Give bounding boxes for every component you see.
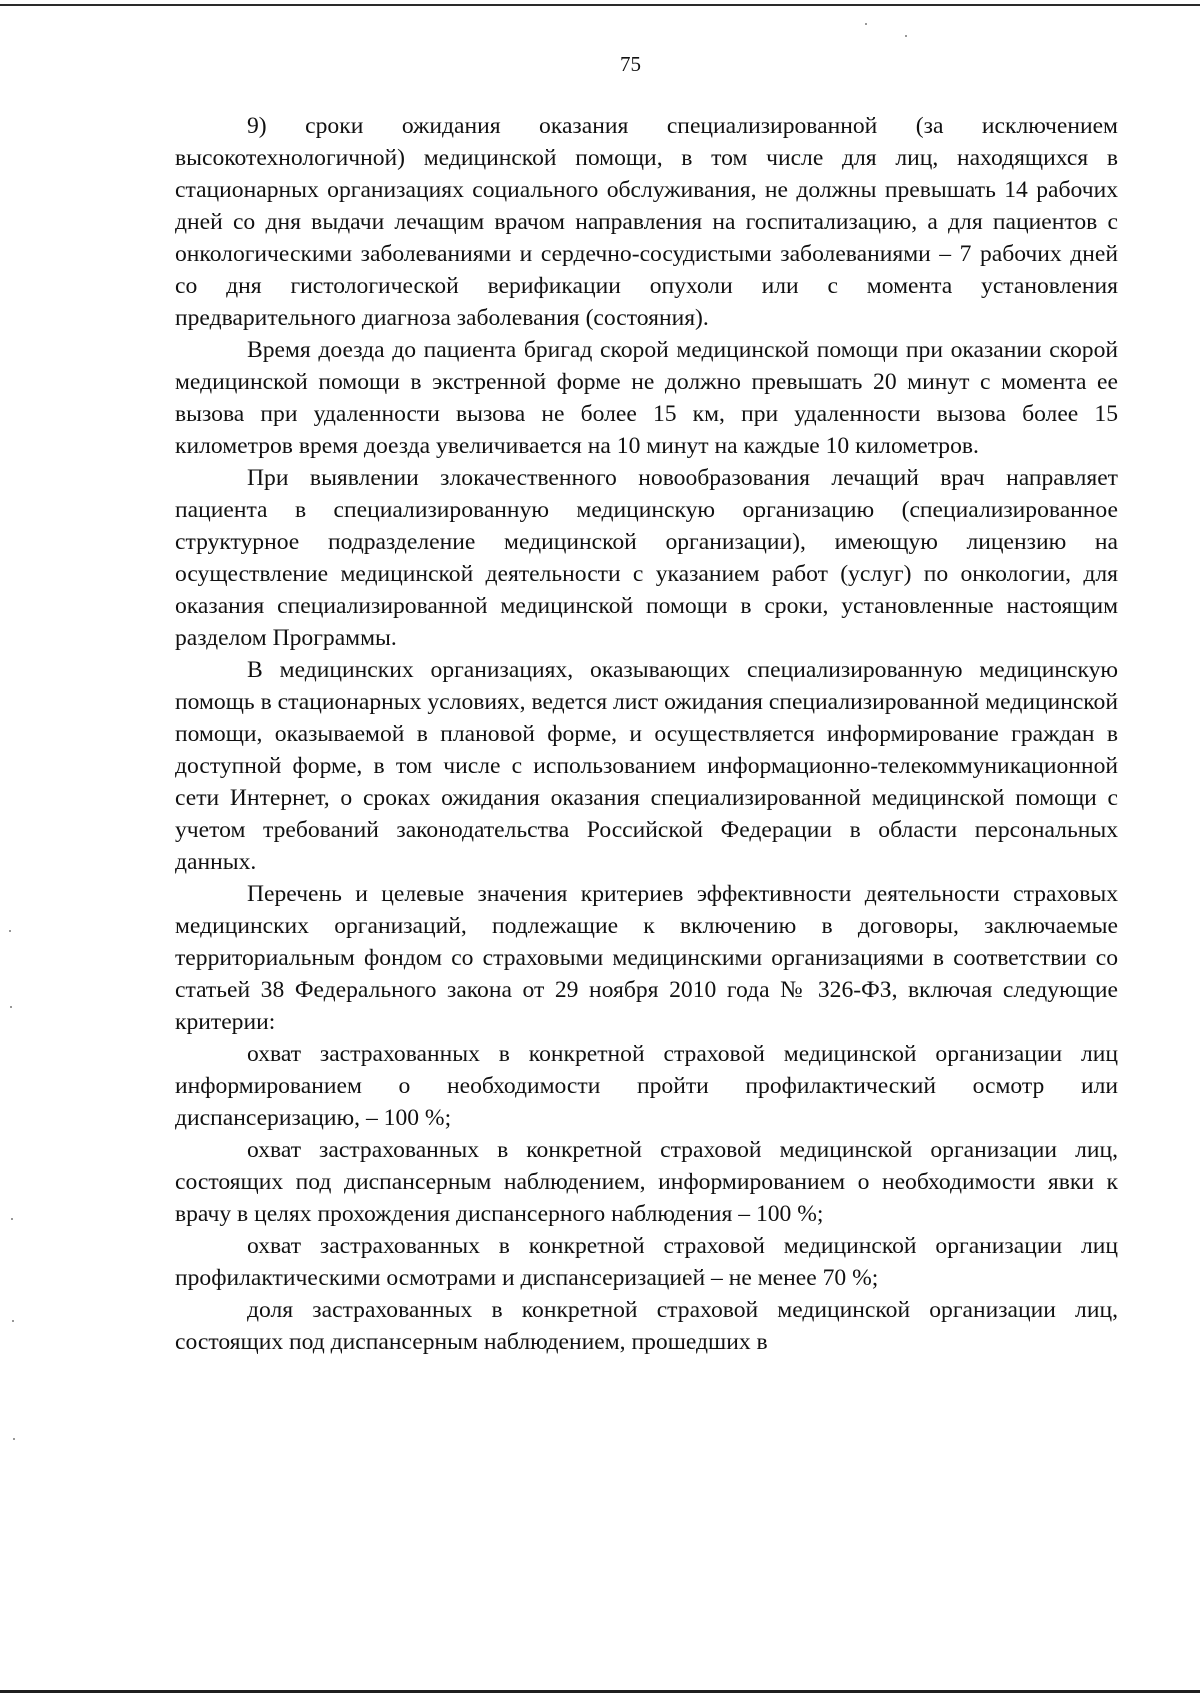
paragraph-waiting-times: 9) сроки ожидания оказания специализированной (за исключением высокотехнологичной) медицинской помощи, в том числе для лиц, находящихся в стационарных организациях социального обслуживания, не должны превышать 14 рабочих дней со дня выдачи лечащим врачом направления на госпитализацию, а для пациентов с онкологическими заболеваниями и сердечно-сосудистыми заболеваниями – 7 рабочих дней со дня гистологической верификации опухоли или с момента установления предварительного диагноза заболевания (состояния).	[175, 113, 1118, 331]
scan-speck	[865, 23, 867, 25]
scan-speck	[13, 1438, 15, 1440]
paragraph-criteria-intro: Перечень и целевые значения критериев эффективности деятельности страховых медицинских организаций, подлежащие к включению в договоры, заключаемые территориальным фондом со страховыми медицинскими организациями в соответствии со статьей 38 Федерального закона от 29 ноября 2010 года № 326-ФЗ, включая следующие критерии:	[175, 881, 1118, 1035]
paragraph-criterion-4: доля застрахованных в конкретной страховой медицинской организации лиц, состоящих под диспансерным наблюдением, прошедших в	[175, 1297, 1118, 1355]
scan-speck	[905, 35, 907, 37]
scan-speck	[12, 1320, 14, 1322]
scan-top-edge	[0, 4, 1200, 6]
paragraph-criterion-1: охват застрахованных в конкретной страховой медицинской организации лиц информированием о необходимости пройти профилактический осмотр или диспансеризацию, – 100 %;	[175, 1041, 1118, 1131]
paragraph-criterion-2: охват застрахованных в конкретной страховой медицинской организации лиц, состоящих под диспансерным наблюдением, информированием о необходимости явки к врачу в целях прохождения диспансерного наблюдения – 100 %;	[175, 1137, 1118, 1227]
paragraph-criterion-3: охват застрахованных в конкретной страховой медицинской организации лиц профилактическими осмотрами и диспансеризацией – не менее 70 %;	[175, 1233, 1118, 1291]
page-number: 75	[620, 52, 641, 76]
scan-speck	[11, 1218, 13, 1220]
paragraph-oncology-referral: При выявлении злокачественного новообразования лечащий врач направляет пациента в специализированную медицинскую организацию (специализированное структурное подразделение медицинской организации), имеющую лицензию на осуществление медицинской деятельности с указанием работ (услуг) по онкологии, для оказания специализированной медицинской помощи в сроки, установленные настоящим разделом Программы.	[175, 465, 1118, 651]
paragraph-waiting-list: В медицинских организациях, оказывающих специализированную медицинскую помощь в стационарных условиях, ведется лист ожидания специализированной медицинской помощи, оказываемой в плановой форме, и осуществляется информирование граждан в доступной форме, в том числе с использованием информационно-телекоммуникационной сети Интернет, о сроках ожидания оказания специализированной медицинской помощи с учетом требований законодательства Российской Федерации в области персональных данных.	[175, 657, 1118, 875]
scan-speck	[10, 1006, 12, 1008]
paragraph-ambulance-arrival: Время доезда до пациента бригад скорой медицинской помощи при оказании скорой медицинской помощи в экстренной форме не должно превышать 20 минут с момента ее вызова при удаленности вызова не более 15 км, при удаленности вызова более 15 километров время доезда увеличивается на 10 минут на каждые 10 километров.	[175, 337, 1118, 459]
scan-bottom-edge	[0, 1690, 1200, 1693]
document-body	[175, 110, 1118, 1358]
scan-speck	[9, 930, 11, 932]
